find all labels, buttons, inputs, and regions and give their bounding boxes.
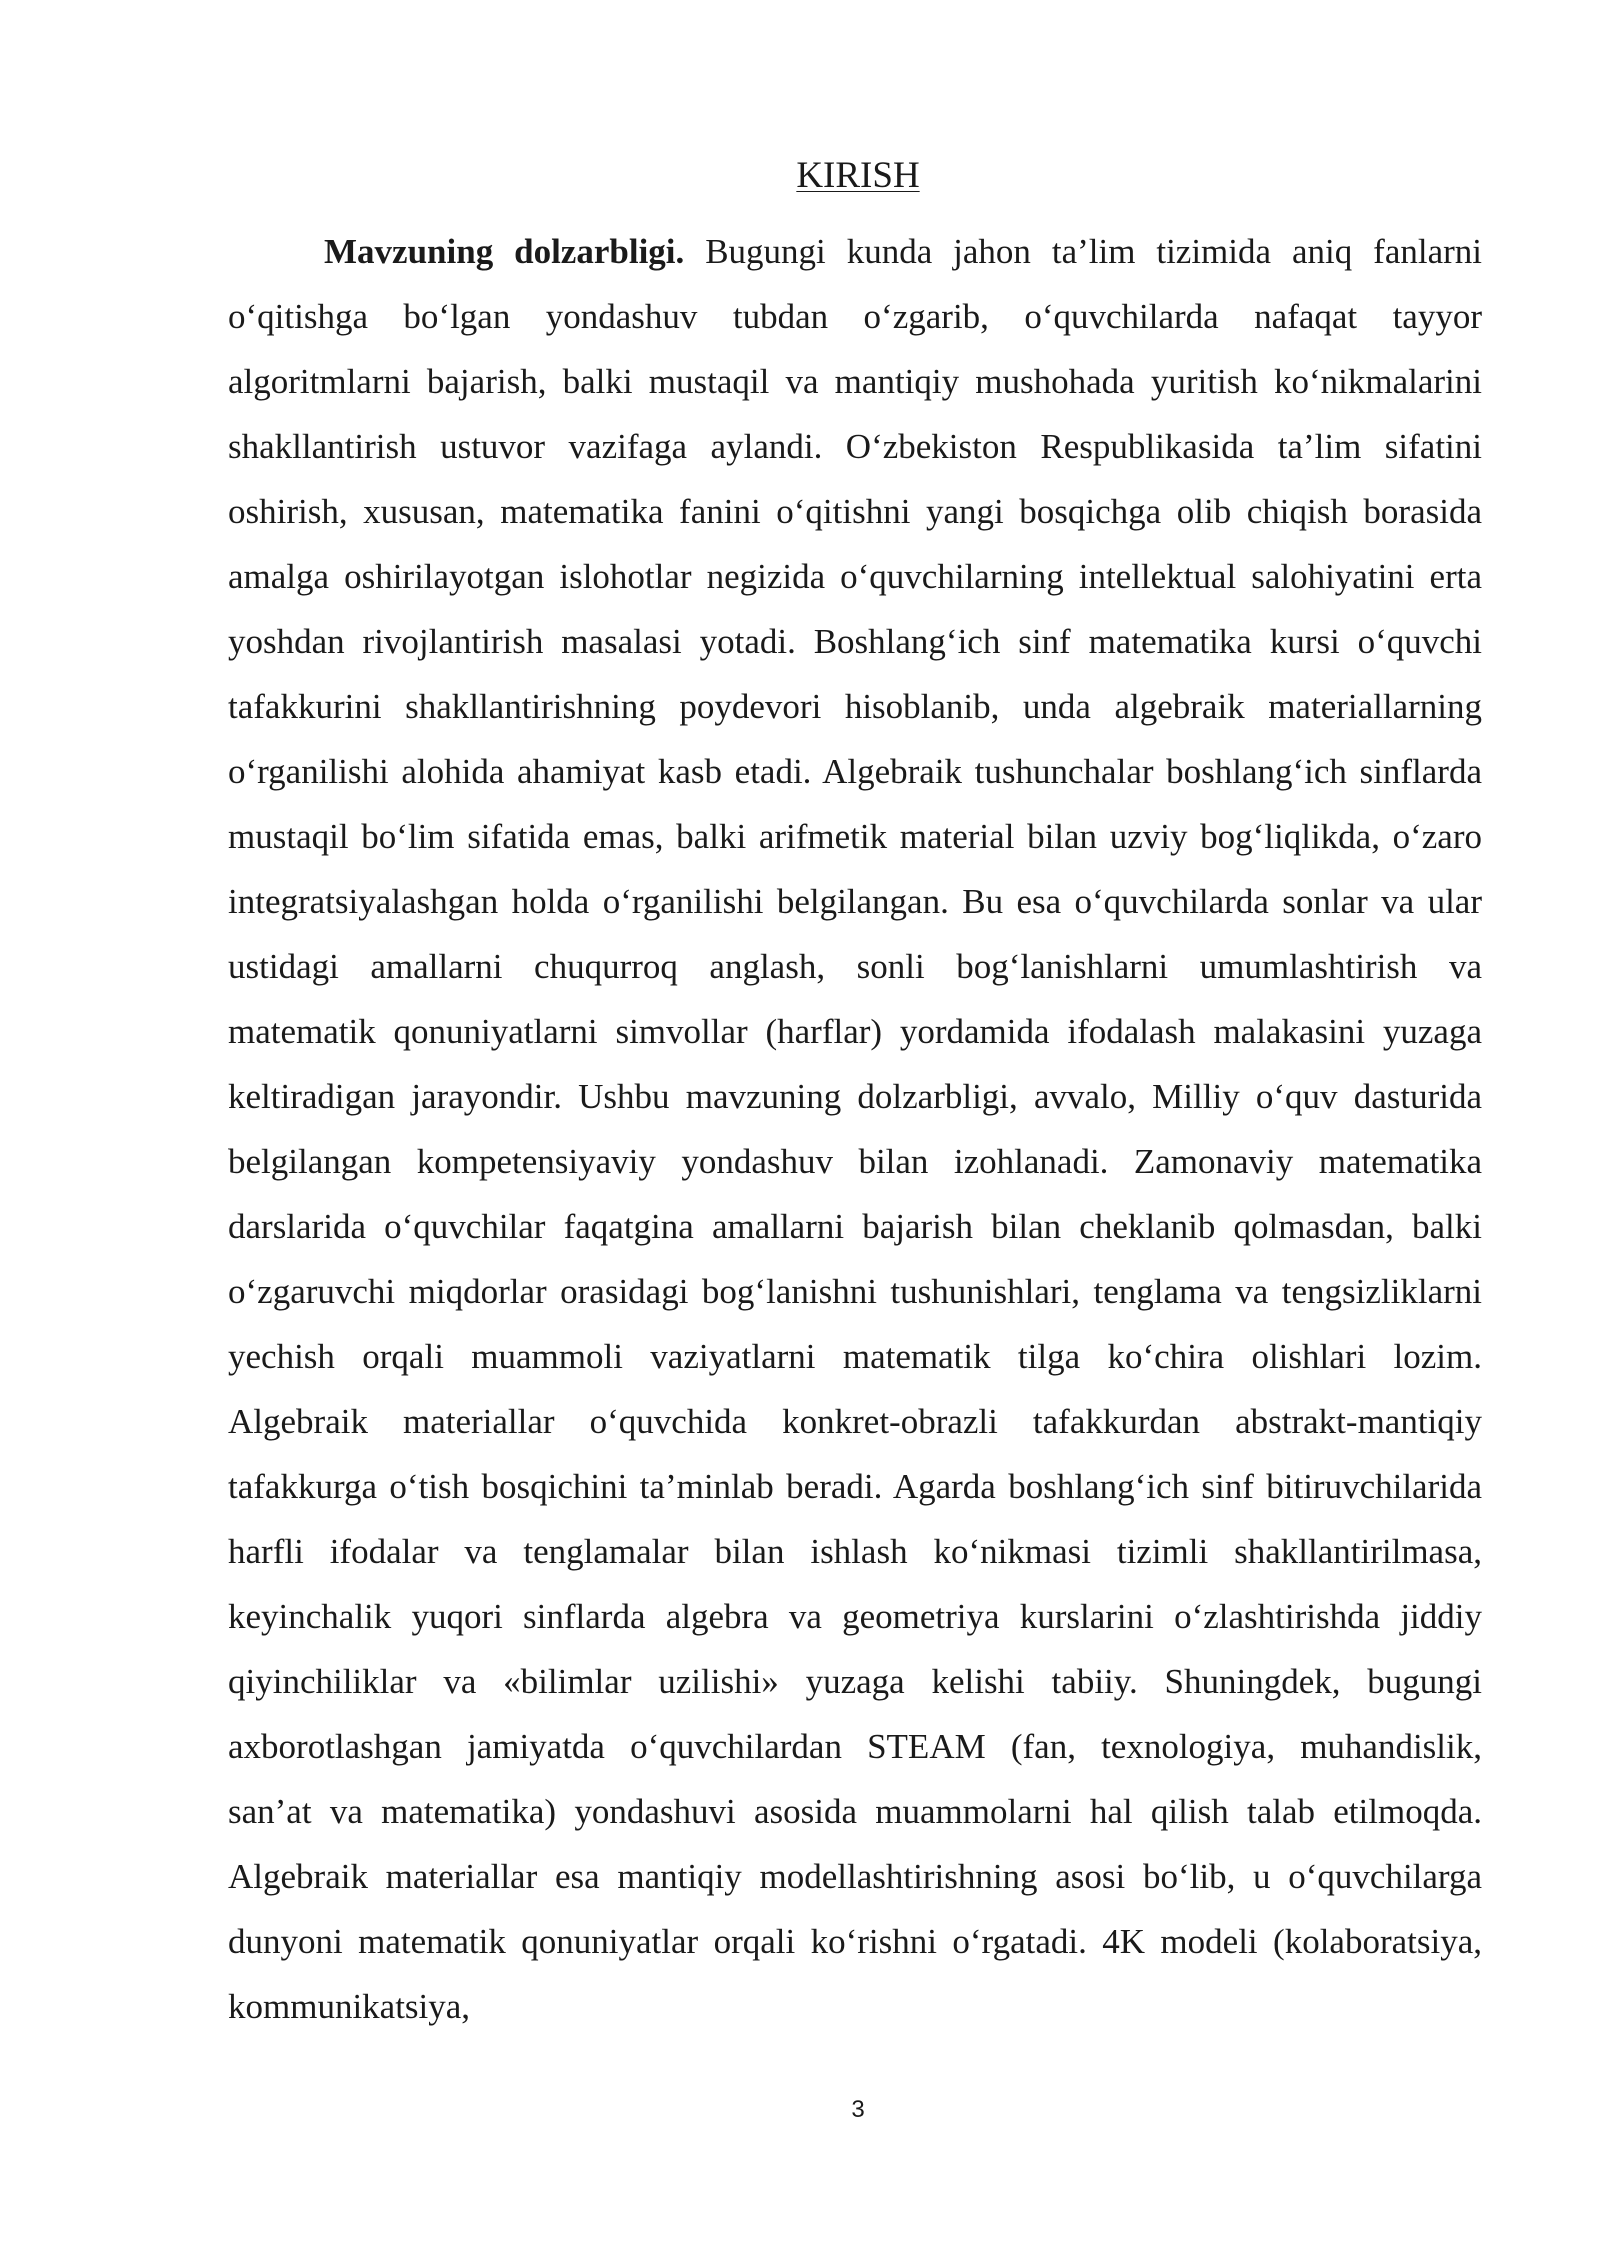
paragraph-body: Bugungi kunda jahon ta’lim tizimida aniq fanlarni o‘qitishga bo‘lgan yondashuv tubdan o‘zgarib, o‘quvchilarda nafaqat tayyor algoritmlarni bajarish, balki mustaqil va mantiqiy mushohada yuritish ko‘nikmalarini shakllantirish ustuvor vazifaga aylandi. O‘zbekiston Respublikasida ta’lim sifatini oshirish, xususan, matematika fanini o‘qitishni yangi bosqichga olib chiqish borasida amalga oshirilayotgan islohotlar negizida o‘quvchilarning intellektual salohiyatini erta yoshdan rivojlantirish masalasi yotadi. Boshlang‘ich sinf matematika kursi o‘quvchi tafakkurini shakllantirishning poydevori hisoblanib, unda algebraik materiallarning o‘rganilishi alohida ahamiyat kasb etadi. Algebraik tushunchalar boshlang‘ich sinflarda mustaqil bo‘lim sifatida emas, balki arifmetik material bilan uzviy bog‘liqlikda, o‘zaro integratsiyalashgan holda o‘rganilishi belgilangan. Bu esa o‘quvchilarda sonlar va ular ustidagi amallarni chuqurroq anglash, sonli bog‘lanishlarni umumlashtirish va matematik qonuniyatlarni simvollar (harflar) yordamida ifodalash malakasini yuzaga keltiradigan jarayondir. Ushbu mavzuning dolzarbligi, avvalo, Milliy o‘quv dasturida belgilangan kompetensiyaviy yondashuv bilan izohlanadi. Zamonaviy matematika darslarida o‘quvchilar faqatgina amallarni bajarish bilan cheklanib qolmasdan, balki o‘zgaruvchi miqdorlar orasidagi bog‘lanishni tushunishlari, tenglama va tengsizliklarni yechish orqali muammoli vaziyatlarni matematik tilga ko‘chira olishlari lozim. Algebraik materiallar o‘quvchida konkret-obrazli tafakkurdan abstrakt-mantiqiy tafakkurga o‘tish bosqichini ta’minlab beradi. Agarda boshlang‘ich sinf bitiruvchilarida harfli ifodalar va tenglamalar bilan ishlash ko‘nikmasi tizimli shakllantirilmasa, keyinchalik yuqori sinflarda algebra va geometriya kurslarini o‘zlashtirishda jiddiy qiyinchiliklar va «bilimlar uzilishi» yuzaga kelishi tabiiy. Shuningdek, bugungi axborotlashgan jamiyatda o‘quvchilardan STEAM (fan, texnologiya, muhandislik, san’at va matematika) yondashuvi asosida muammolarni hal qilish talab etilmoqda. Algebraik materiallar esa mantiqiy modellashtirishning asosi bo‘lib, u o‘quvchilarga dunyoni matematik qonuniyatlar orqali ko‘rishni o‘rgatadi. 4K modeli (kolaboratsiya, kommunikatsiya,	[228, 232, 1482, 2026]
page-number: 3	[851, 2096, 865, 2123]
section-heading: KIRISH	[796, 155, 920, 196]
body-paragraph	[228, 219, 1482, 2039]
paragraph-lead: Mavzuning dolzarbligi.	[324, 232, 685, 271]
